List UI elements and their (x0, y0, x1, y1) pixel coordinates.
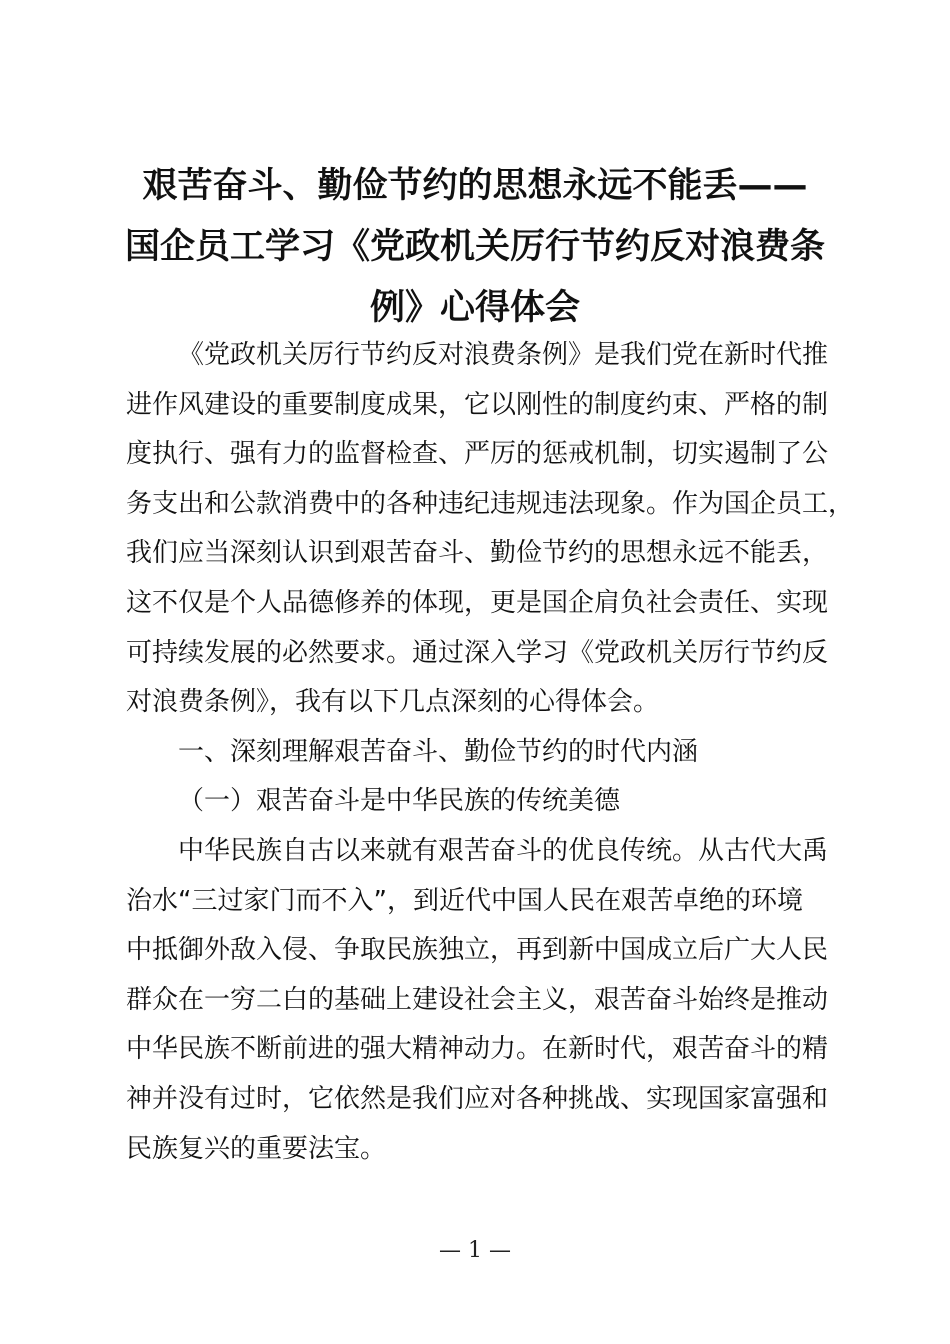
paragraph-2-line-4: 群众在一穷二白的基础上建设社会主义，艰苦奋斗始终是推动 (126, 984, 829, 1015)
paragraph-2-line-1: 中华民族自古以来就有艰苦奋斗的优良传统。从古代大禹 (178, 835, 829, 866)
paragraph-1-line-5: 我们应当深刻认识到艰苦奋斗、勤俭节约的思想永远不能丢， (126, 538, 829, 569)
paragraph-1-line-8: 对浪费条例》，我有以下几点深刻的心得体会。 (126, 687, 660, 718)
page-number: — 1 — (439, 1238, 511, 1263)
paragraph-2-line-5: 中华民族不断前进的强大精神动力。在新时代，艰苦奋斗的精 (126, 1034, 829, 1065)
paragraph-1-line-2: 进作风建设的重要制度成果，它以刚性的制度约束、严格的制 (126, 389, 829, 420)
title-line-3: 例》心得体会 (369, 288, 580, 328)
paragraph-1-line-4: 务支出和公款消费中的各种违纪违规违法现象。作为国企员工， (126, 488, 855, 519)
section-heading-1: 一、深刻理解艰苦奋斗、勤俭节约的时代内涵 (178, 736, 699, 767)
paragraph-1-line-3: 度执行、强有力的监督检查、严厉的惩戒机制，切实遏制了公 (126, 439, 829, 470)
paragraph-2-line-3: 中抵御外敌入侵、争取民族独立，再到新中国成立后广大人民 (126, 935, 829, 966)
paragraph-2-line-2: 治水“三过家门而不入”，到近代中国人民在艰苦卓绝的环境 (126, 885, 803, 916)
paragraph-2-line-6: 神并没有过时，它依然是我们应对各种挑战、实现国家富强和 (126, 1083, 829, 1114)
paragraph-1-line-1: 《党政机关厉行节约反对浪费条例》是我们党在新时代推 (178, 340, 829, 370)
title-line-1: 艰苦奋斗、勤俭节约的思想永远不能丢—— (142, 166, 808, 206)
paragraph-1-line-7: 可持续发展的必然要求。通过深入学习《党政机关厉行节约反 (126, 637, 829, 668)
document-body (126, 331, 855, 1174)
paragraph-1-line-6: 这不仅是个人品德修养的体现，更是国企肩负社会责任、实现 (126, 587, 829, 618)
subsection-heading-1: （一）艰苦奋斗是中华民族的传统美德 (178, 786, 621, 817)
paragraph-2-line-7: 民族复兴的重要法宝。 (126, 1133, 387, 1164)
document-title (120, 156, 830, 339)
title-line-2: 国企员工学习《党政机关厉行节约反对浪费条 (124, 227, 825, 267)
